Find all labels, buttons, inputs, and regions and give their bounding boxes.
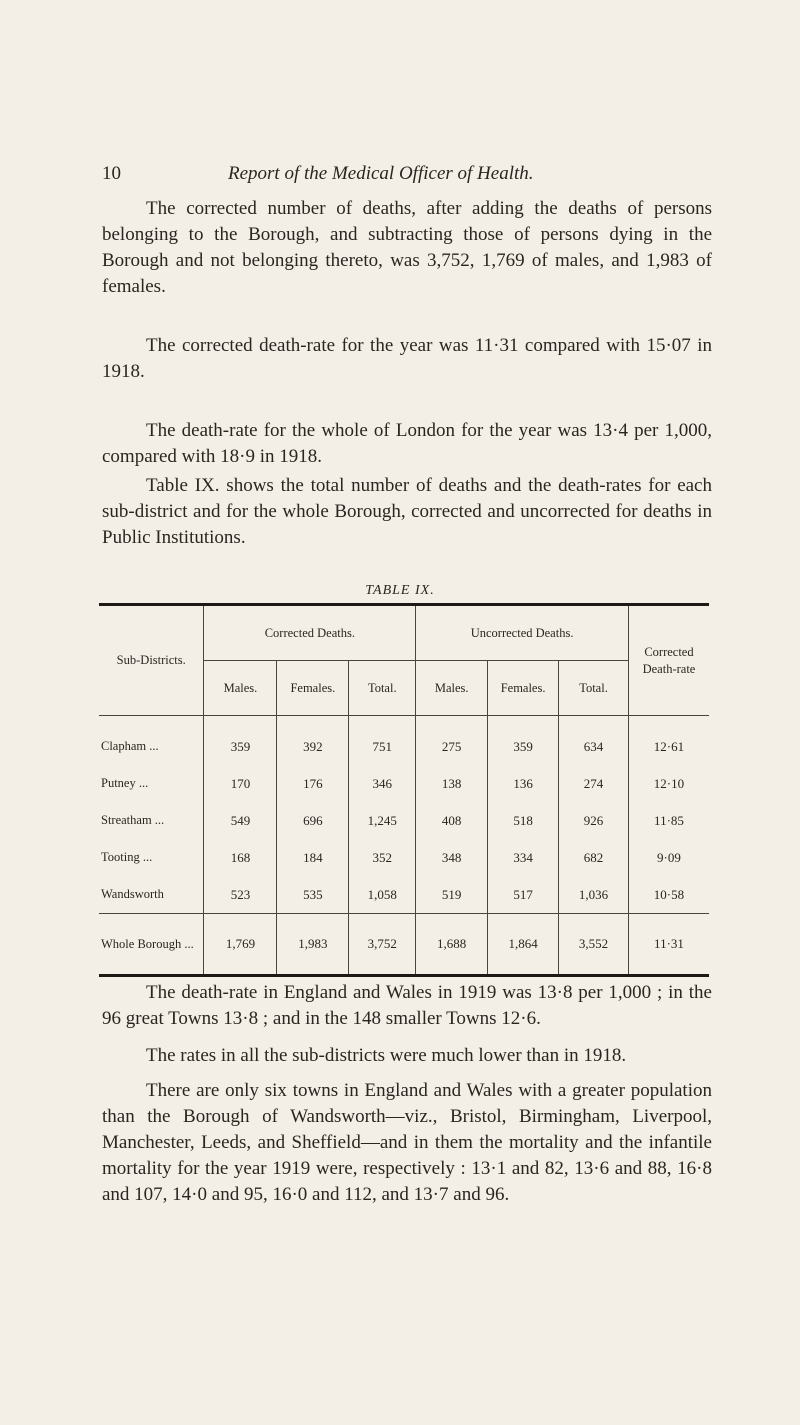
cell-uncorrected-males: 348 [416, 839, 488, 876]
table-caption: TABLE IX. [365, 583, 435, 598]
cell-corrected-total: 1,058 [349, 876, 416, 914]
cell-uncorrected-females: 518 [488, 802, 559, 839]
cell-corrected-rate: 12·61 [628, 728, 709, 765]
table-row [99, 876, 709, 914]
row-name: Wandsworth [101, 887, 164, 901]
cell-corrected-total: 751 [349, 728, 416, 765]
header-uncorrected-females: Females. [488, 661, 559, 716]
header-separator [99, 716, 709, 729]
cell-uncorrected-females: 359 [488, 728, 559, 765]
row-name-total-label: Whole Borough ... [101, 936, 194, 951]
cell-total-uncorrected-males: 1,688 [416, 914, 488, 975]
cell-corrected-rate: 9·09 [628, 839, 709, 876]
cell-uncorrected-females: 334 [488, 839, 559, 876]
cell-uncorrected-males: 138 [416, 765, 488, 802]
cell-corrected-males: 359 [204, 728, 277, 765]
cell-corrected-females: 696 [277, 802, 349, 839]
row-name: Clapham ... [101, 739, 159, 753]
death-table [99, 603, 709, 977]
cell-corrected-females: 184 [277, 839, 349, 876]
cell-uncorrected-males: 275 [416, 728, 488, 765]
cell-corrected-females: 392 [277, 728, 349, 765]
cell-total-corrected-males: 1,769 [204, 914, 277, 975]
cell-uncorrected-males: 519 [416, 876, 488, 914]
header-uncorrected-total: Total. [559, 661, 629, 716]
cell-corrected-males: 170 [204, 765, 277, 802]
paragraph-subdistrict-comparison: The rates in all the sub-districts were much lower than in 1918. [146, 1045, 627, 1066]
paragraph-corrected-deaths: The corrected number of deaths, after adding the deaths of persons belonging to the Borough, and subtracting those of persons dying in the Borough and not belonging thereto, was 3,752, 1,769 of males, and 1,983 of females. [102, 198, 712, 297]
table-row [99, 765, 709, 802]
paragraph-six-towns: There are only six towns in England and Wales with a greater population than the Borough of Wandsworth—viz., Bristol, Birmingham, Liverpool, Manchester, Leeds, and Sheffield—and in them the mortality and the infantile mortality for the year 1919 were, respectively : 13·1 and 82, 13·6 and 88, 16·8 and 107, 14·0 and 95, 16·0 and 112, and 13·7 and 96. [102, 1080, 712, 1205]
cell-total-uncorrected-total: 3,552 [559, 914, 629, 975]
cell-uncorrected-males: 408 [416, 802, 488, 839]
cell-total-corrected-rate: 11·31 [628, 914, 709, 975]
cell-corrected-rate: 12·10 [628, 765, 709, 802]
cell-total-uncorrected-females: 1,864 [488, 914, 559, 975]
cell-total-corrected-females: 1,983 [277, 914, 349, 975]
header-corrected-deaths: Corrected Deaths. [204, 606, 416, 661]
row-name-total [99, 914, 204, 975]
page-number: 10 [102, 163, 121, 184]
header-corrected-total: Total. [349, 661, 416, 716]
cell-corrected-rate: 10·58 [628, 876, 709, 914]
table-row [99, 839, 709, 876]
table-row-total [99, 914, 709, 975]
header-corrected-rate-label: Corrected Death-rate [642, 644, 696, 676]
page-header [102, 163, 722, 193]
cell-corrected-males: 168 [204, 839, 277, 876]
paragraph-england-wales-rate: The death-rate in England and Wales in 1919 was 13·8 per 1,000 ; in the 96 great Towns 13·8 ; and in the 148 smaller Towns 12·6. [102, 982, 712, 1029]
header-uncorrected-deaths: Uncorrected Deaths. [416, 606, 629, 661]
row-name: Streatham ... [101, 813, 165, 827]
cell-corrected-total: 352 [349, 839, 416, 876]
cell-uncorrected-females: 517 [488, 876, 559, 914]
cell-total-corrected-total: 3,752 [349, 914, 416, 975]
header-corrected-females: Females. [277, 661, 349, 716]
cell-corrected-females: 535 [277, 876, 349, 914]
paragraph-london-rate: The death-rate for the whole of London for the year was 13·4 per 1,000, compared with 18·9 in 1918. [102, 420, 712, 467]
table-row [99, 802, 709, 839]
cell-uncorrected-females: 136 [488, 765, 559, 802]
header-sub-districts-label: Sub-Districts. [116, 653, 186, 667]
cell-uncorrected-total: 682 [559, 839, 629, 876]
row-name: Putney ... [101, 776, 149, 790]
header-corrected-males: Males. [204, 661, 277, 716]
cell-uncorrected-total: 926 [559, 802, 629, 839]
cell-uncorrected-total: 274 [559, 765, 629, 802]
paragraph-table-intro: Table IX. shows the total number of deaths and the death-rates for each sub-district and for the whole Borough, corrected and uncorrected for deaths in Public Institutions. [102, 475, 712, 548]
running-title: Report of the Medical Officer of Health. [228, 163, 534, 184]
cell-uncorrected-total: 634 [559, 728, 629, 765]
death-table-grid [99, 606, 709, 974]
header-uncorrected-males: Males. [416, 661, 488, 716]
paragraph-corrected-rate: The corrected death-rate for the year was 11·31 compared with 15·07 in 1918. [102, 335, 712, 382]
header-corrected-rate [628, 606, 709, 716]
row-name: Tooting ... [101, 850, 153, 864]
header-sub-districts [99, 606, 204, 716]
table-row [99, 728, 709, 765]
cell-corrected-total: 1,245 [349, 802, 416, 839]
cell-corrected-males: 523 [204, 876, 277, 914]
table-bottom-rule [99, 974, 709, 977]
cell-corrected-females: 176 [277, 765, 349, 802]
cell-corrected-males: 549 [204, 802, 277, 839]
cell-corrected-rate: 11·85 [628, 802, 709, 839]
cell-corrected-total: 346 [349, 765, 416, 802]
cell-uncorrected-total: 1,036 [559, 876, 629, 914]
